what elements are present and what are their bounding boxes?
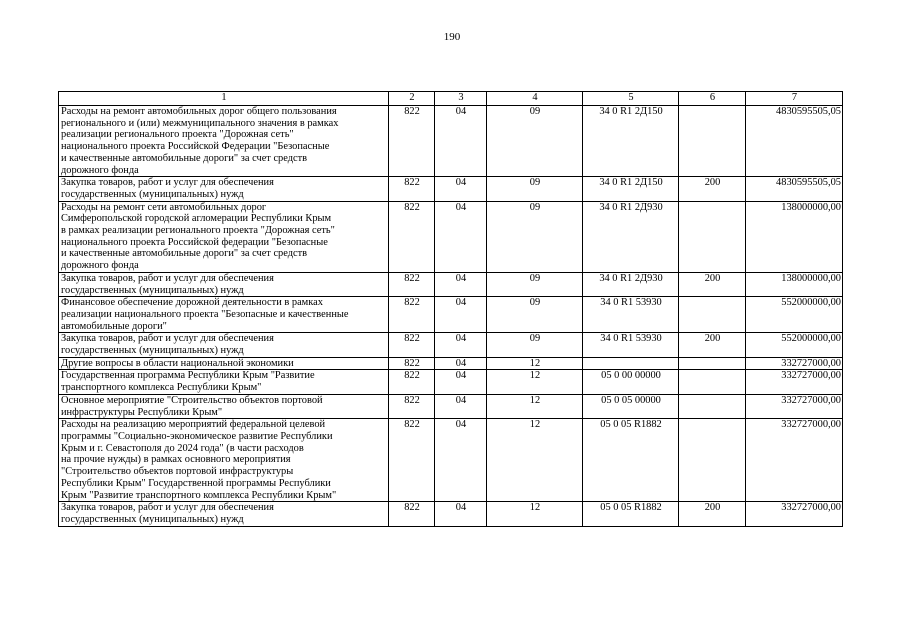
section-code: 04 (435, 177, 487, 201)
amount: 552000000,00 (746, 333, 843, 357)
ministry-code: 822 (389, 272, 435, 296)
expense-name: Расходы на ремонт сети автомобильных дорог Симферопольской городской агломерации Республики Крым в рамках реализации регионального проекта "Дорожная сеть" национального проекта Российской федерации "Безопасные и качественные автомобильные дороги" за счет средств дорожного фонда (59, 201, 389, 272)
target-article-code: 34 0 R1 53930 (583, 333, 679, 357)
expense-type-code (679, 201, 746, 272)
section-code: 04 (435, 357, 487, 370)
ministry-code: 822 (389, 177, 435, 201)
subsection-code: 09 (487, 106, 583, 177)
expense-type-code (679, 357, 746, 370)
table-row (59, 357, 843, 370)
section-code: 04 (435, 106, 487, 177)
target-article-code: 34 0 R1 2Д930 (583, 201, 679, 272)
ministry-code: 822 (389, 370, 435, 394)
expense-name: Основное мероприятие "Строительство объектов портовой инфраструктуры Республики Крым" (59, 394, 389, 418)
ministry-code: 822 (389, 394, 435, 418)
section-code: 04 (435, 333, 487, 357)
subsection-code: 12 (487, 370, 583, 394)
target-article-code: 34 0 R1 2Д150 (583, 106, 679, 177)
target-article-code: 05 0 05 00000 (583, 394, 679, 418)
amount: 332727000,00 (746, 419, 843, 502)
header-col-4: 4 (487, 92, 583, 106)
expense-type-code (679, 419, 746, 502)
subsection-code: 12 (487, 394, 583, 418)
amount: 138000000,00 (746, 201, 843, 272)
subsection-code: 09 (487, 297, 583, 333)
section-code: 04 (435, 201, 487, 272)
section-code: 04 (435, 370, 487, 394)
amount: 332727000,00 (746, 502, 843, 526)
amount: 4830595505,05 (746, 177, 843, 201)
expense-type-code (679, 370, 746, 394)
ministry-code: 822 (389, 297, 435, 333)
expense-name: Закупка товаров, работ и услуг для обеспечения государственных (муниципальных) нужд (59, 272, 389, 296)
header-col-7: 7 (746, 92, 843, 106)
expense-name: Другие вопросы в области национальной экономики (59, 357, 389, 370)
expense-type-code: 200 (679, 502, 746, 526)
expense-name: Закупка товаров, работ и услуг для обеспечения государственных (муниципальных) нужд (59, 177, 389, 201)
table-row (59, 333, 843, 357)
subsection-code: 09 (487, 333, 583, 357)
ministry-code: 822 (389, 201, 435, 272)
expense-name: Закупка товаров, работ и услуг для обеспечения государственных (муниципальных) нужд (59, 333, 389, 357)
target-article-code: 34 0 R1 2Д930 (583, 272, 679, 296)
subsection-code: 09 (487, 201, 583, 272)
amount: 332727000,00 (746, 370, 843, 394)
budget-table (58, 91, 843, 527)
ministry-code: 822 (389, 106, 435, 177)
table-row (59, 419, 843, 502)
section-code: 04 (435, 297, 487, 333)
expense-type-code: 200 (679, 272, 746, 296)
target-article-code: 34 0 R1 2Д150 (583, 177, 679, 201)
target-article-code: 05 0 05 R1882 (583, 502, 679, 526)
amount: 552000000,00 (746, 297, 843, 333)
header-col-3: 3 (435, 92, 487, 106)
table-row (59, 297, 843, 333)
amount: 138000000,00 (746, 272, 843, 296)
amount: 332727000,00 (746, 394, 843, 418)
table-row (59, 394, 843, 418)
ministry-code: 822 (389, 357, 435, 370)
header-col-1: 1 (59, 92, 389, 106)
header-row (59, 92, 843, 106)
table-row (59, 502, 843, 526)
target-article-code: 34 0 R1 53930 (583, 297, 679, 333)
ministry-code: 822 (389, 333, 435, 357)
table-row (59, 106, 843, 177)
subsection-code: 12 (487, 419, 583, 502)
expense-type-code (679, 106, 746, 177)
ministry-code: 822 (389, 502, 435, 526)
expense-name: Закупка товаров, работ и услуг для обеспечения государственных (муниципальных) нужд (59, 502, 389, 526)
expense-name: Государственная программа Республики Крым "Развитие транспортного комплекса Республики Крым" (59, 370, 389, 394)
table-row (59, 370, 843, 394)
subsection-code: 09 (487, 177, 583, 201)
amount: 4830595505,05 (746, 106, 843, 177)
target-article-code: 05 0 00 00000 (583, 370, 679, 394)
page-number: 190 (443, 31, 461, 43)
amount: 332727000,00 (746, 357, 843, 370)
subsection-code: 09 (487, 272, 583, 296)
table-header (59, 92, 843, 106)
expense-name: Расходы на ремонт автомобильных дорог общего пользования регионального и (или) межмуниципального значения в рамках реализации регионального проекта "Дорожная сеть" национального проекта Российской Федерации "Безопасные и качественные автомобильные дороги" за счет средств дорожного фонда (59, 106, 389, 177)
header-col-5: 5 (583, 92, 679, 106)
table-row (59, 177, 843, 201)
section-code: 04 (435, 419, 487, 502)
target-article-code (583, 357, 679, 370)
section-code: 04 (435, 272, 487, 296)
subsection-code: 12 (487, 502, 583, 526)
table-row (59, 272, 843, 296)
expense-name: Финансовое обеспечение дорожной деятельности в рамках реализации национального проекта "Безопасные и качественные автомобильные дороги" (59, 297, 389, 333)
target-article-code: 05 0 05 R1882 (583, 419, 679, 502)
expense-type-code (679, 297, 746, 333)
subsection-code: 12 (487, 357, 583, 370)
header-col-2: 2 (389, 92, 435, 106)
section-code: 04 (435, 502, 487, 526)
expense-type-code: 200 (679, 333, 746, 357)
section-code: 04 (435, 394, 487, 418)
table-row (59, 201, 843, 272)
ministry-code: 822 (389, 419, 435, 502)
expense-name: Расходы на реализацию мероприятий федеральной целевой программы "Социально-экономическое развитие Республики Крым и г. Севастополя до 2024 года" (в части расходов на прочие нужды) в рамках основного мероприятия "Строительство объектов портовой инфраструктуры Республики Крым" Государственной программы Республики Крым "Развитие транспортного комплекса Республики Крым" (59, 419, 389, 502)
header-col-6: 6 (679, 92, 746, 106)
expense-type-code (679, 394, 746, 418)
table-body (59, 106, 843, 527)
expense-type-code: 200 (679, 177, 746, 201)
